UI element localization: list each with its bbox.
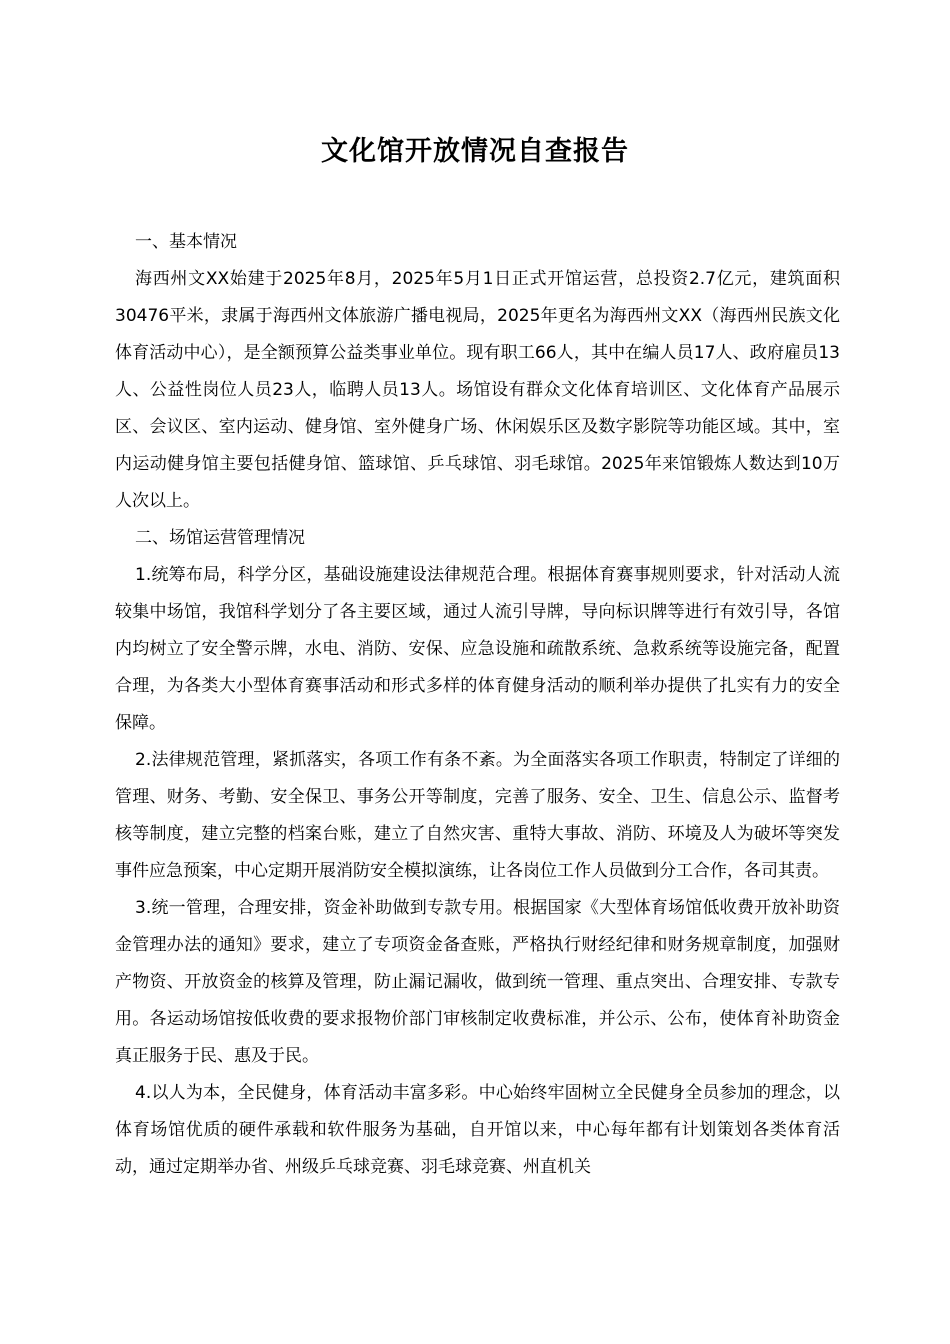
paragraph-management-3: 3.统一管理，合理安排，资金补助做到专款专用。根据国家《大型体育场馆低收费开放补助资金管理办法的通知》要求，建立了专项资金备查账，严格执行财经纪律和财务规章制度，加强财产物资、开放资金的核算及管理，防止漏记漏收，做到统一管理、重点突出、合理安排、专款专用。各运动场馆按低收费的要求报物价部门审核制定收费标准，并公示、公布，使体育补助资金真正服务于民、惠及于民。 xyxy=(115,898,840,1066)
paragraph-management-4: 4.以人为本，全民健身，体育活动丰富多彩。中心始终牢固树立全民健身全员参加的理念，以体育场馆优质的硬件承载和软件服务为基础，自开馆以来，中心每年都有计划策划各类体育活动，通过定期举办省、州级乒乓球竞赛、羽毛球竞赛、州直机关 xyxy=(115,1083,840,1177)
document-body xyxy=(115,224,840,1186)
paragraph-management-1: 1.统筹布局，科学分区，基础设施建设法律规范合理。根据体育赛事规则要求，针对活动人流较集中场馆，我馆科学划分了各主要区域，通过人流引导牌，导向标识牌等进行有效引导，各馆内均树立了安全警示牌，水电、消防、安保、应急设施和疏散系统、急救系统等设施完备，配置合理，为各类大小型体育赛事活动和形式多样的体育健身活动的顺利举办提供了扎实有力的安全保障。 xyxy=(115,565,840,733)
paragraph-basic-info: 海西州文XX始建于2025年8月，2025年5月1日正式开馆运营，总投资2.7亿元，建筑面积30476平米，隶属于海西州文体旅游广播电视局，2025年更名为海西州文XX（海西州民族文化体育活动中心），是全额预算公益类事业单位。现有职工66人，其中在编人员17人、政府雇员13人、公益性岗位人员23人，临聘人员13人。场馆设有群众文化体育培训区、文化体育产品展示区、会议区、室内运动、健身馆、室外健身广场、休闲娱乐区及数字影院等功能区域。其中，室内运动健身馆主要包括健身馆、篮球馆、乒乓球馆、羽毛球馆。2025年来馆锻炼人数达到10万人次以上。 xyxy=(115,269,840,511)
section-heading-basic-info: 一、基本情况 xyxy=(135,232,237,252)
paragraph-management-2: 2.法律规范管理，紧抓落实，各项工作有条不紊。为全面落实各项工作职责，特制定了详细的管理、财务、考勤、安全保卫、事务公开等制度，完善了服务、安全、卫生、信息公示、监督考核等制度，建立完整的档案台账，建立了自然灾害、重特大事故、消防、环境及人为破坏等突发事件应急预案，中心定期开展消防安全模拟演练，让各岗位工作人员做到分工合作，各司其责。 xyxy=(115,750,840,881)
document-title: 文化馆开放情况自查报告 xyxy=(321,136,629,167)
section-heading-venue-management: 二、场馆运营管理情况 xyxy=(135,528,305,548)
